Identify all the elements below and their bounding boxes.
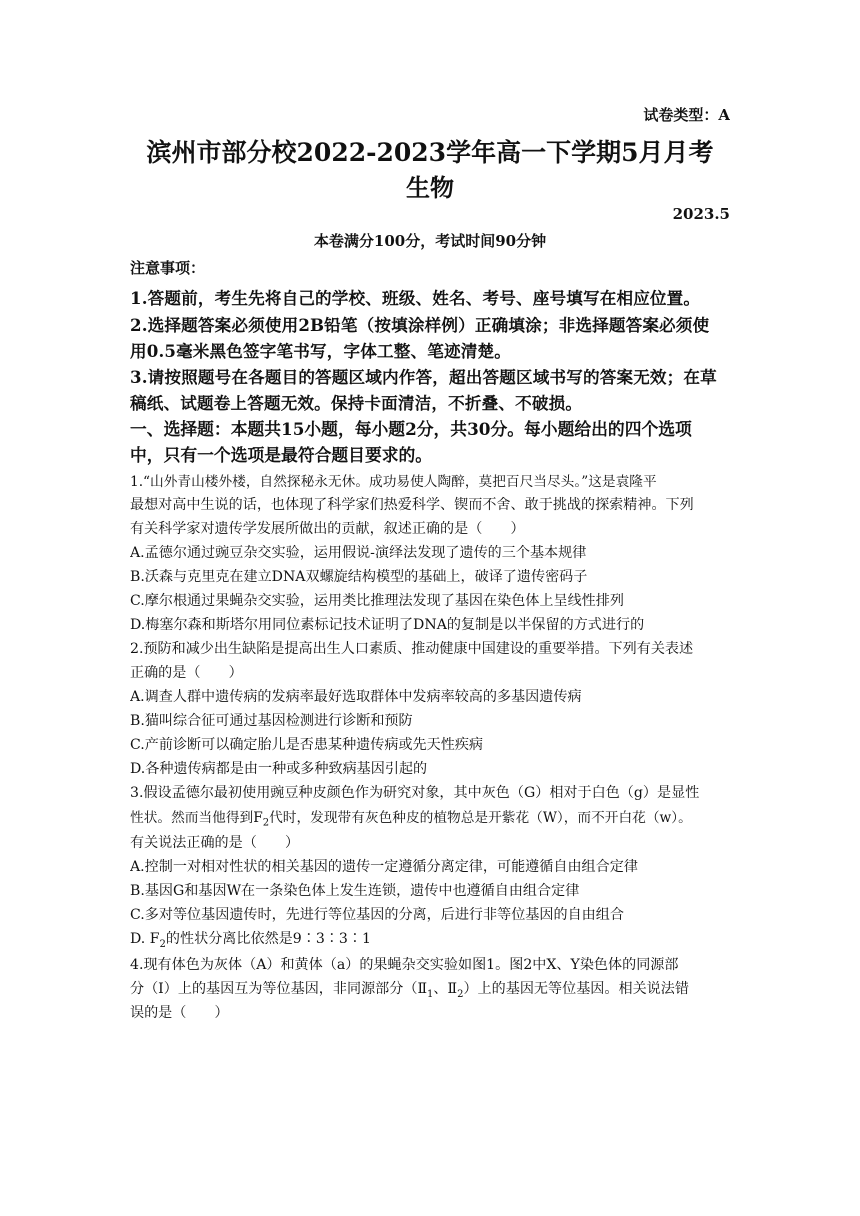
section-heading: 中，只有一个选项是最符合题目要求的。 [130, 445, 433, 465]
notice-line: 3.请按照题号在各题目的答题区域内作答，超出答题区域书写的答案无效；在草 [130, 367, 717, 387]
q1-stem: 1.“山外青山楼外楼，自然探秘永无休。成功易使人陶醉，莫把百尺当尽头。”这是袁隆平 [130, 474, 657, 490]
q3-stem-text: 代时，发现带有灰色种皮的植物总是开紫花（W），而不开白花（w）。 [269, 810, 692, 826]
q2-option-b: B.猫叫综合征可通过基因检测进行诊断和预防 [130, 713, 413, 729]
q1-option-d: D.梅塞尔森和斯塔尔用同位素标记技术证明了DNA的复制是以半保留的方式进行的 [130, 617, 645, 633]
q3-stem-text: 性状。然而当他得到F [130, 810, 263, 826]
q3-stem: 有关说法正确的是（ ） [130, 835, 300, 851]
q4-stem: 4.现有体色为灰体（A）和黄体（a）的果蝇杂交实验如图1。图2中X、Y染色体的同源部 [130, 957, 679, 973]
notice-heading: 注意事项： [130, 259, 206, 277]
q1-stem: 最想对高中生说的话，也体现了科学家们热爱科学、锲而不舍、敢于挑战的探索精神。下列 [130, 497, 694, 513]
subscript: 1 [427, 988, 434, 1000]
q2-stem: 正确的是（ ） [130, 665, 243, 681]
q3-option-a: A.控制一对相对性状的相关基因的遗传一定遵循分离定律，可能遵循自由组合定律 [130, 859, 638, 875]
q1-option-a: A.孟德尔通过豌豆杂交实验，运用假说-演绎法发现了遗传的三个基本规律 [130, 545, 587, 561]
q4-stem-text: 、Ⅱ [433, 981, 458, 997]
q3-option-d-text: 的性状分离比依然是9∶3∶3∶1 [165, 931, 371, 947]
q2-option-a: A.调查人群中遗传病的发病率最好选取群体中发病率较高的多基因遗传病 [130, 689, 582, 705]
subscript: 2 [262, 817, 270, 829]
notice-line: 稿纸、试题卷上答题无效。保持卡面清洁，不折叠、不破损。 [130, 393, 583, 413]
q3-option-d [130, 928, 730, 950]
notice-line: 2.选择题答案必须使用2B铅笔（按填涂样例）正确填涂；非选择题答案必须使 [130, 315, 710, 335]
q2-stem: 2.预防和减少出生缺陷是提高出生人口素质、推动健康中国建设的重要举措。下列有关表述 [130, 641, 694, 657]
q4-stem-text: ）上的基因无等位基因。相关说法错 [463, 981, 689, 997]
q2-option-c: C.产前诊断可以确定胎儿是否患某种遗传病或先天性疾病 [130, 737, 484, 753]
exam-title: 滨州市部分校2022-2023学年高一下学期5月月考 [146, 138, 714, 167]
notice-line: 1.答题前，考生先将自己的学校、班级、姓名、考号、座号填写在相应位置。 [130, 288, 701, 308]
section-heading: 一、选择题：本题共15小题，每小题2分，共30分。每小题给出的四个选项 [130, 419, 692, 439]
q3-stem [130, 806, 730, 829]
q3-stem: 3.假设孟德尔最初使用豌豆种皮颜色作为研究对象，其中灰色（G）相对于白色（g）是显性 [130, 785, 700, 801]
q4-stem-text: 分（I）上的基因互为等位基因，非同源部分（Ⅱ [130, 981, 428, 997]
subscript: 2 [159, 938, 166, 950]
q4-stem [130, 978, 730, 1000]
q3-option-d-text: D. F [130, 931, 160, 947]
score-time: 本卷满分100分，考试时间90分钟 [313, 232, 547, 250]
paper-type: 试卷类型：A [643, 106, 730, 124]
q4-stem: 误的是（ ） [130, 1005, 229, 1021]
notice-line: 用0.5毫米黑色签字笔书写，字体工整、笔迹清楚。 [130, 341, 511, 361]
q2-option-d: D.各种遗传病都是由一种或多种致病基因引起的 [130, 761, 428, 777]
q1-stem: 有关科学家对遗传学发展所做出的贡献，叙述正确的是（ ） [130, 521, 525, 537]
q1-option-c: C.摩尔根通过果蝇杂交实验，运用类比推理法发现了基因在染色体上呈线性排列 [130, 593, 624, 609]
q1-option-b: B.沃森与克里克在建立DNA双螺旋结构模型的基础上，破译了遗传密码子 [130, 569, 588, 585]
subscript: 2 [457, 988, 464, 1000]
q3-option-b: B.基因G和基因W在一条染色体上发生连锁，遗传中也遵循自由组合定律 [130, 883, 580, 899]
q3-option-c: C.多对等位基因遗传时，先进行等位基因的分离，后进行非等位基因的自由组合 [130, 907, 624, 923]
subject-title: 生物 [406, 173, 454, 202]
exam-date: 2023.5 [672, 205, 730, 223]
